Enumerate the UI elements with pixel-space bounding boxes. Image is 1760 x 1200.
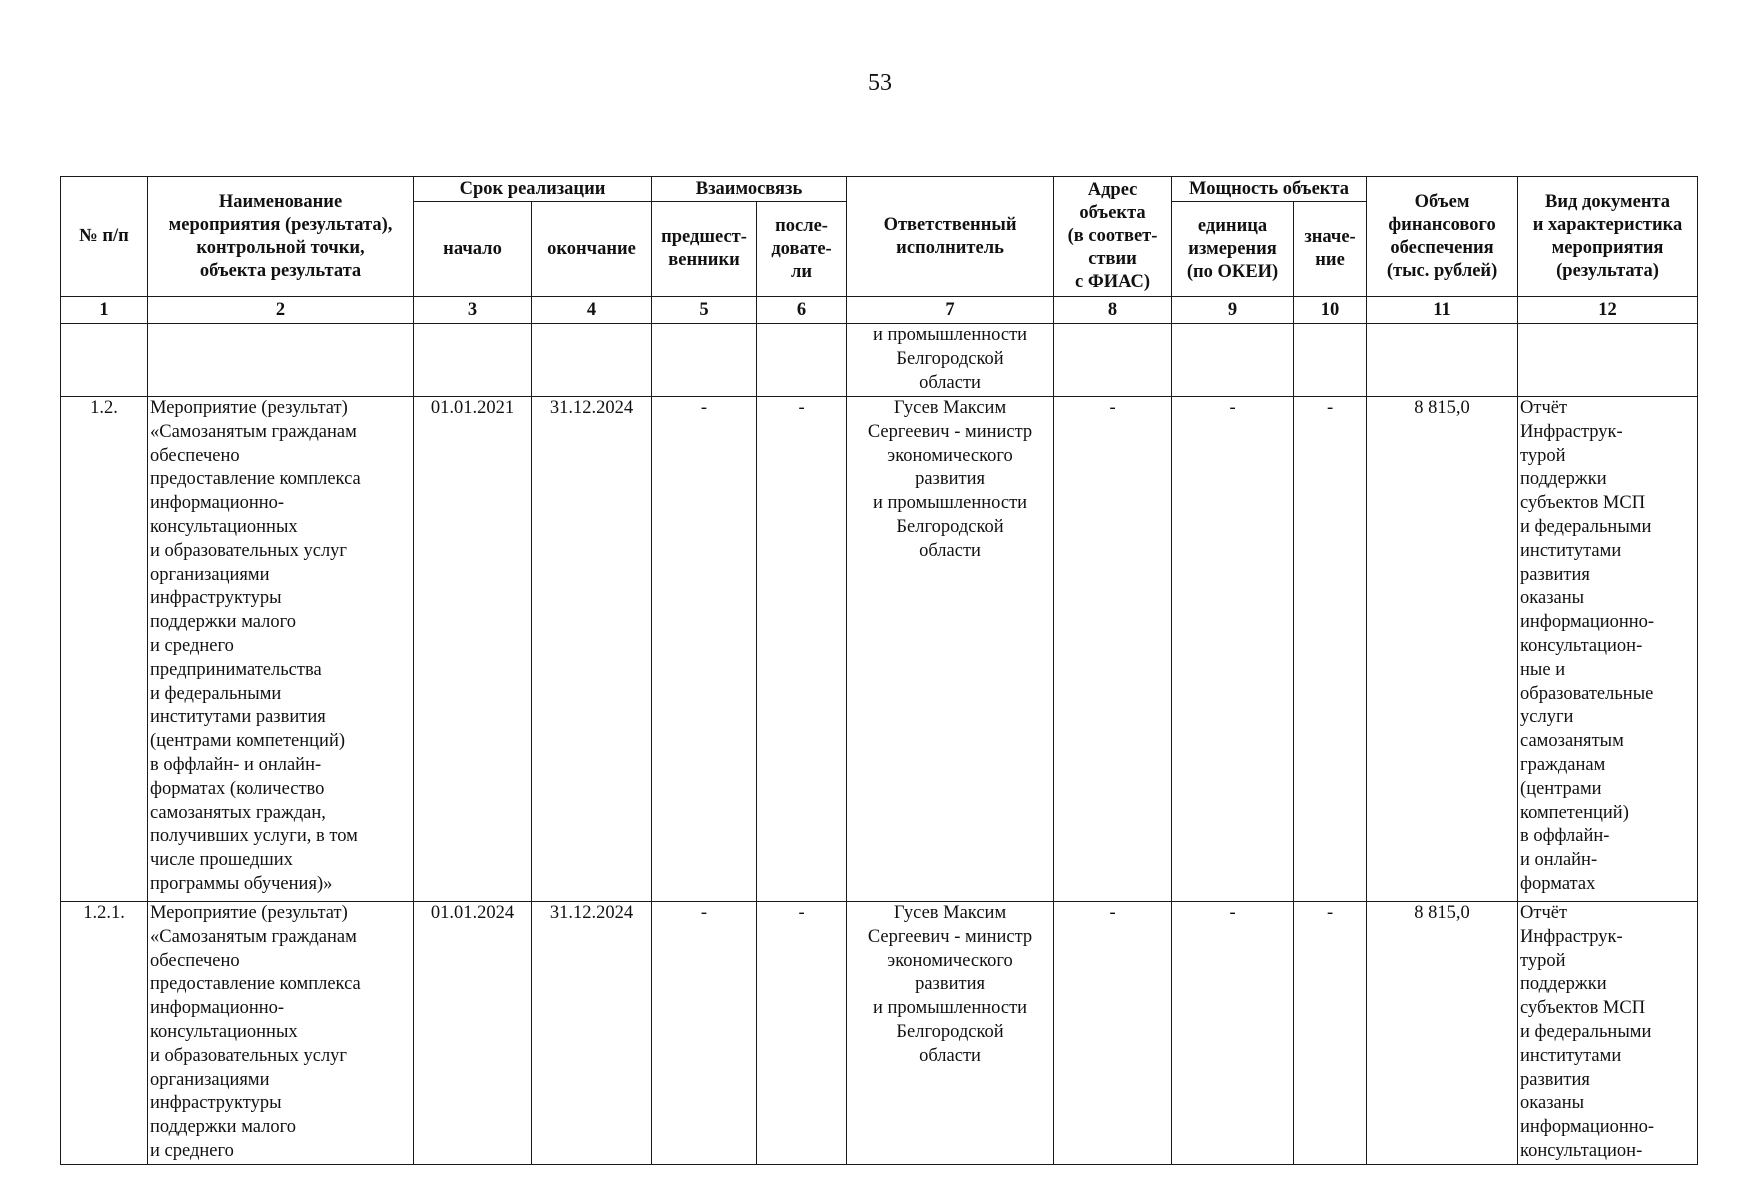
- cell-address: [1054, 324, 1172, 397]
- cell-doc: Отчёт Инфраструк- турой поддержки субъектов МСП и федеральными институтами развития оказаны информационно- консультацион- ные и образовательные услуги самозанятым гражданам (центрами компетенций) в оффлайн- и онлайн- форматах: [1518, 397, 1698, 902]
- column-number: 11: [1367, 297, 1518, 324]
- header-capacity-group: Мощность объекта: [1172, 177, 1367, 202]
- column-number: 5: [652, 297, 757, 324]
- cell-start: 01.01.2021: [414, 397, 532, 902]
- cell-unit: -: [1172, 902, 1294, 1165]
- cell-address: -: [1054, 397, 1172, 902]
- header-name: Наименование мероприятия (результата), контрольной точки, объекта результата: [148, 177, 414, 297]
- cell-successors: -: [757, 397, 847, 902]
- cell-predecessors: -: [652, 397, 757, 902]
- column-number-row: [61, 297, 1698, 324]
- column-number: 6: [757, 297, 847, 324]
- cell-end: 31.12.2024: [532, 902, 652, 1165]
- cell-name: Мероприятие (результат) «Самозанятым гражданам обеспечено предоставление комплекса информационно- консультационных и образовательных услуг организациями инфраструктуры поддержки малого и среднего предпринимательства и федеральными институтами развития (центрами компетенций) в оффлайн- и онлайн- форматах (количество самозанятых граждан, получивших услуги, в том числе прошедших программы обучения)»: [148, 397, 414, 902]
- header-end: окончание: [532, 202, 652, 297]
- header-link-group: Взаимосвязь: [652, 177, 847, 202]
- column-number: 4: [532, 297, 652, 324]
- cell-value: -: [1294, 397, 1367, 902]
- cell-value: [1294, 324, 1367, 397]
- cell-name: [148, 324, 414, 397]
- header-start: начало: [414, 202, 532, 297]
- header-amount: Объем финансового обеспечения (тыс. рублей): [1367, 177, 1518, 297]
- column-number: 12: [1518, 297, 1698, 324]
- cell-value: -: [1294, 902, 1367, 1165]
- table-row-continuation: [61, 324, 1698, 397]
- cell-amount: 8 815,0: [1367, 397, 1518, 902]
- header-row-1: [61, 177, 1698, 202]
- cell-address: -: [1054, 902, 1172, 1165]
- page-number: 53: [868, 70, 892, 96]
- cell-start: 01.01.2024: [414, 902, 532, 1165]
- header-successors: после- довате- ли: [757, 202, 847, 297]
- cell-doc: [1518, 324, 1698, 397]
- header-doc: Вид документа и характеристика мероприятия (результата): [1518, 177, 1698, 297]
- table-row: [61, 397, 1698, 902]
- cell-executor: Гусев Максим Сергеевич - министр экономического развития и промышленности Белгородской области: [847, 902, 1054, 1165]
- header-value: значе- ние: [1294, 202, 1367, 297]
- cell-executor: и промышленности Белгородской области: [847, 324, 1054, 397]
- cell-predecessors: [652, 324, 757, 397]
- cell-num: [61, 324, 148, 397]
- cell-amount: [1367, 324, 1518, 397]
- cell-end: [532, 324, 652, 397]
- column-number: 10: [1294, 297, 1367, 324]
- column-number: 7: [847, 297, 1054, 324]
- header-address: Адрес объекта (в соответ- ствии с ФИАС): [1054, 177, 1172, 297]
- cell-end: 31.12.2024: [532, 397, 652, 902]
- cell-predecessors: -: [652, 902, 757, 1165]
- cell-unit: -: [1172, 397, 1294, 902]
- plan-table: [60, 176, 1698, 1165]
- cell-executor: Гусев Максим Сергеевич - министр экономического развития и промышленности Белгородской области: [847, 397, 1054, 902]
- cell-amount: 8 815,0: [1367, 902, 1518, 1165]
- header-executor: Ответственный исполнитель: [847, 177, 1054, 297]
- column-number: 3: [414, 297, 532, 324]
- cell-successors: [757, 324, 847, 397]
- cell-num: 1.2.1.: [61, 902, 148, 1165]
- column-number: 9: [1172, 297, 1294, 324]
- header-term-group: Срок реализации: [414, 177, 652, 202]
- header-predecessors: предшест- венники: [652, 202, 757, 297]
- header-num: № п/п: [61, 177, 148, 297]
- column-number: 1: [61, 297, 148, 324]
- cell-doc: Отчёт Инфраструк- турой поддержки субъектов МСП и федеральными институтами развития оказаны информационно- консультацион-: [1518, 902, 1698, 1165]
- cell-start: [414, 324, 532, 397]
- cell-name: Мероприятие (результат) «Самозанятым гражданам обеспечено предоставление комплекса информационно- консультационных и образовательных услуг организациями инфраструктуры поддержки малого и среднего: [148, 902, 414, 1165]
- column-number: 8: [1054, 297, 1172, 324]
- cell-num: 1.2.: [61, 397, 148, 902]
- table-row: [61, 902, 1698, 1165]
- cell-unit: [1172, 324, 1294, 397]
- header-unit: единица измерения (по ОКЕИ): [1172, 202, 1294, 297]
- cell-successors: -: [757, 902, 847, 1165]
- column-number: 2: [148, 297, 414, 324]
